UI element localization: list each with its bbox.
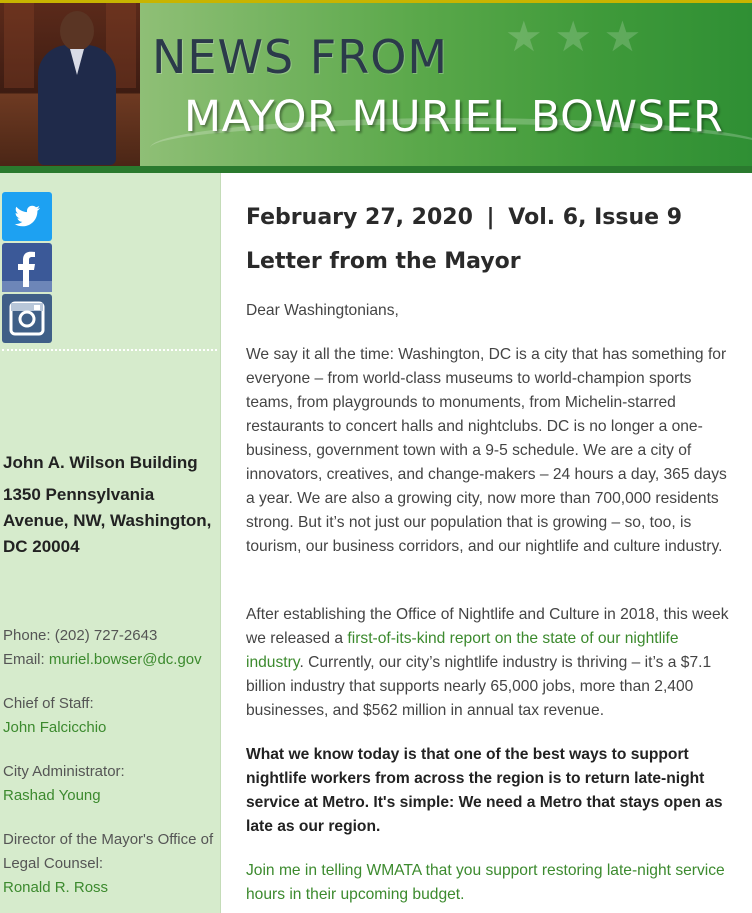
nightlife-report-link[interactable]: first-of-its-kind report on the state of our nightlife industry <box>246 630 679 671</box>
issue-volume: Vol. 6, Issue 9 <box>508 205 683 230</box>
city-administrator-label: City Administrator: <box>3 763 125 780</box>
banner-bottom-stripe <box>0 166 752 173</box>
paragraph-2-end: . Currently, our city’s nightlife industry is thriving – it’s a $7.1 billion industry that supports nearly 65,000 jobs, more than 2,400 businesses, and $562 million in annual tax revenue. <box>246 654 712 719</box>
phone-label: Phone: <box>3 627 51 644</box>
sidebar <box>0 173 221 913</box>
city-administrator-link[interactable]: Rashad Young <box>3 787 101 804</box>
sidebar-divider <box>2 349 217 351</box>
chief-of-staff-label: Chief of Staff: <box>3 695 94 712</box>
street-address: 1350 Pennsylvania Avenue, NW, Washington, DC 20004 <box>3 485 212 556</box>
issue-date: February 27, 2020 <box>246 205 473 230</box>
legal-counsel-label: Director of the Mayor's Office of Legal Counsel: <box>3 831 214 872</box>
greeting: Dear Washingtonians, <box>246 302 399 319</box>
twitter-icon[interactable] <box>2 192 52 241</box>
email-line <box>3 648 221 672</box>
mayor-photo <box>0 3 140 166</box>
phone-line <box>3 624 221 648</box>
chief-of-staff-link[interactable]: John Falcicchio <box>3 719 107 736</box>
building-name: John A. Wilson Building <box>3 453 198 472</box>
email-label: Email: <box>3 651 45 668</box>
letter-heading: Letter from the Mayor <box>246 249 521 274</box>
instagram-icon[interactable] <box>2 294 52 343</box>
wmata-support-link[interactable]: Join me in telling WMATA that you support restoring late-night service hours in their upcoming budget. <box>246 862 725 903</box>
decorative-stars-icon: ★ ★ ★ <box>505 13 642 60</box>
facebook-icon[interactable] <box>2 243 52 292</box>
paragraph-2 <box>246 603 731 723</box>
letter-content <box>221 173 752 913</box>
paragraph-1: We say it all the time: Washington, DC is a city that has something for everyone – from world-class museums to world-champion sports teams, from playgrounds to monuments, from Michelin-starred restaurants to concert halls and nightclubs. DC is no longer a one-business, government town with a 9-5 schedule. We are a city of innovators, creatives, and change-makers – 24 hours a day, 365 days a year. We are also a growing city, now more than 700,000 residents strong. But it’s not just our population that is growing – so, too, is tourism, our business corridors, and our nightlife and culture industry. <box>246 346 727 555</box>
paragraph-3: What we know today is that one of the best ways to support nightlife workers from across the region is to return late-night service at Metro. It's simple: We need a Metro that stays open as late as our region. <box>246 746 723 835</box>
email-link[interactable]: muriel.bowser@dc.gov <box>48 651 202 668</box>
banner-title-line2: MAYOR MURIEL BOWSER <box>184 92 724 142</box>
banner-title-line1: NEWS FROM <box>152 30 449 84</box>
legal-counsel-link[interactable]: Ronald R. Ross <box>3 879 109 896</box>
issue-line <box>246 205 682 230</box>
phone-number[interactable]: (202) 727-2643 <box>54 627 158 644</box>
newsletter-banner <box>0 0 752 173</box>
issue-separator: | <box>486 205 495 230</box>
paragraph-2-start: After establishing the Office of Nightlife and Culture in 2018, this week we released a <box>246 606 729 647</box>
